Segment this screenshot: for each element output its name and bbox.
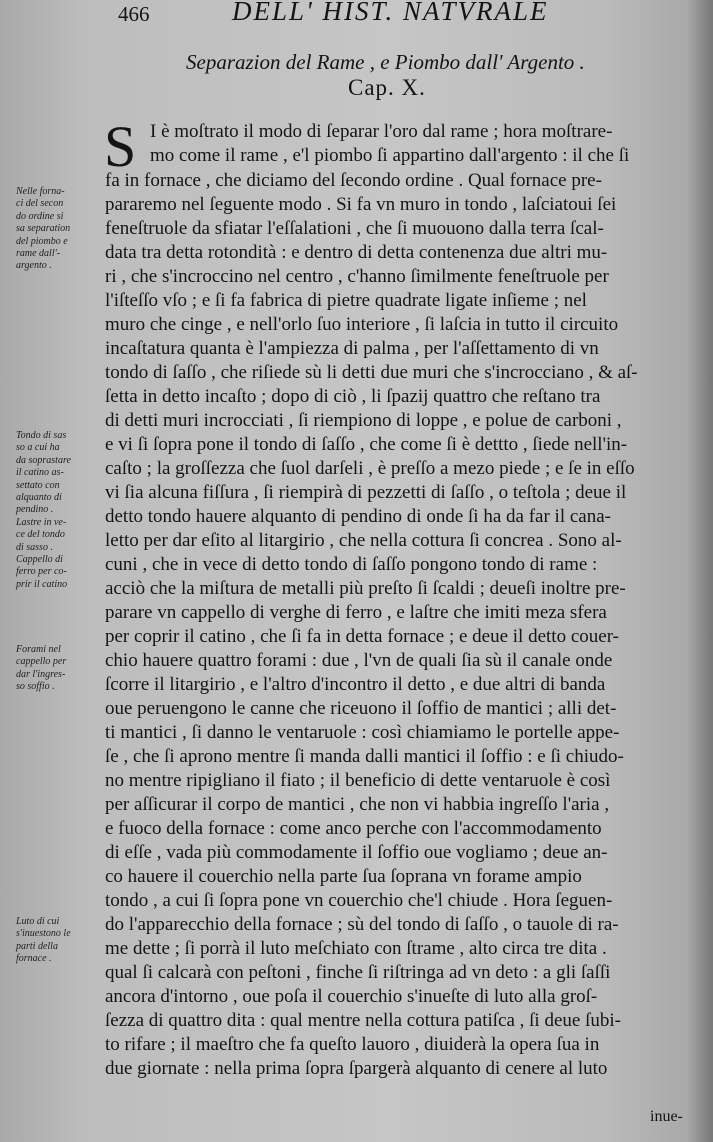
text-line: di detti muri incrocciati , ſi riempiono di loppe , e polue de carboni , xyxy=(105,410,622,431)
text-line: feneſtruole da sfiatar l'eſſalationi , che ſi muouono dalla terra ſcal- xyxy=(105,218,604,239)
text-line: ſetta in detto incaſto ; dopo di ciò , li ſpazij quattro che reſtano tra xyxy=(105,386,601,407)
text-line: acciò che la miſtura de metalli più preſto ſi ſcaldi ; deueſi inoltre pre- xyxy=(105,578,626,599)
text-line: detto tondo hauere alquanto di pendino di onde ſi ha da far il cana- xyxy=(105,506,611,527)
text-line: fa in fornace , che diciamo del ſecondo ordine . Qual fornace pre- xyxy=(105,170,602,191)
text-line: e fuoco della fornace : come anco perche con l'accommodamento xyxy=(105,818,602,839)
running-title: DELL' HIST. NATVRALE xyxy=(232,0,549,26)
text-line: ſezza di quattro dita : qual mentre nella cottura patiſca , ſi deue ſubi- xyxy=(105,1010,621,1031)
text-line: tondo , a cui ſi ſopra pone vn couerchio che'l chiude . Hora ſeguen- xyxy=(105,890,613,911)
text-line: ſe , che ſi aprono mentre ſi manda dalli mantici il ſoffio : e ſi chiudo- xyxy=(105,746,624,767)
text-line: di eſſe , vada più commodamente il ſoffio oue vogliamo ; deue an- xyxy=(105,842,608,863)
text-line: cuni , che in vece di detto tondo di ſaſſo pongono tondo di rame : xyxy=(105,554,598,575)
text-line: me dette ; ſi porrà il luto meſchiato con ſtrame , alto circa tre dita . xyxy=(105,938,607,959)
text-line: co hauere il couerchio nella parte ſua ſoprana vn forame ampio xyxy=(105,866,582,887)
text-line: oue peruengono le canne che riceuono il ſoffio de mantici ; alli det- xyxy=(105,698,617,719)
text-line: letto per dar eſito al litargirio , che nella cottura ſi concrea . Sono al- xyxy=(105,530,622,551)
drop-cap: S xyxy=(104,114,137,179)
text-line: pararemo nel ſeguente modo . Si fa vn muro in tondo , laſciatoui ſei xyxy=(105,194,617,215)
text-line: ſcorre il litargirio , e l'altro d'incontro il detto , e due altri di banda xyxy=(105,674,606,695)
text-line: qual ſi calcarà con peſtoni , finche ſi riſtringa ad vn deto : a gli ſaſſi xyxy=(105,962,611,983)
margin-note: Tondo di sas so a cui ha da soprastare il catino as- settato con alquanto di pendino . Lastre in ve- ce del tondo di sasso . Cappello di ferro per co- prir il catino xyxy=(16,430,71,590)
text-line: ri , che s'incroccino nel centro , c'hanno ſimilmente feneſtruole per xyxy=(105,266,609,287)
text-line: per aſſicurar il corpo de mantici , che non vi habbia ingreſſo l'aria , xyxy=(105,794,610,815)
text-line: due giornate : nella prima ſopra ſpargerà alquanto di cenere al luto xyxy=(105,1058,608,1079)
text-line: tondo di ſaſſo , che riſiede sù li detti due muri che s'incrocciano , & aſ- xyxy=(105,362,638,383)
text-line: caſto ; la groſſezza che ſuol darſeli , è preſſo a mezo piede ; e ſe in eſſo xyxy=(105,458,635,479)
chapter-title: Separazion del Rame , e Piombo dall' Argento . xyxy=(186,50,585,74)
text-line: to rifare ; il maeſtro che fa queſto lauoro , diuiderà la opera ſua in xyxy=(105,1034,600,1055)
text-line: l'iſteſſo vſo ; e ſi fa fabrica di pietre quadrate ligate inſieme ; nel xyxy=(105,290,587,311)
text-line: vi ſia alcuna fiſſura , ſi riempirà di pezzetti di ſaſſo , o teſtola ; deue il xyxy=(105,482,627,503)
text-line: ancora d'intorno , oue poſa il couerchio s'inueſte di luto alla groſ- xyxy=(105,986,598,1007)
text-line: parare vn cappello di verghe di ferro , e laſtre che imiti meza sfera xyxy=(105,602,607,623)
margin-note: Forami nel cappello per dar l'ingres- so soffio . xyxy=(16,644,67,693)
margin-note: Luto di cui s'inuestono le parti della fornace . xyxy=(16,916,71,965)
text-line: e vi ſi ſopra pone il tondo di ſaſſo , che come ſi è dettto , ſiede nell'in- xyxy=(105,434,628,455)
margin-notes xyxy=(0,0,100,1142)
text-line: do l'apparecchio della fornace ; sù del tondo di ſaſſo , o tauole di ra- xyxy=(105,914,619,935)
page-number: 466 xyxy=(118,2,150,26)
text-line: no mentre ripigliano il fiato ; il beneficio di dette ventaruole è così xyxy=(105,770,611,791)
chapter-number: Cap. X. xyxy=(348,75,426,100)
text-line: ti mantici , ſi danno le ventaruole : così chiamiamo le portelle appe- xyxy=(105,722,620,743)
text-line: muro che cinge , e nell'orlo ſuo interiore , ſi laſcia in tutto il circuito xyxy=(105,314,619,335)
text-line: data tra detta rotondità : e dentro di detta contenenza due altri mu- xyxy=(105,242,608,263)
text-line: incaſtatura quanta è l'ampiezza di palma , per l'aſſettamento di vn xyxy=(105,338,599,359)
text-line: mo come il rame , e'l piombo ſi appartino dall'argento : il che ſi xyxy=(150,145,630,166)
text-line: I è moſtrato il modo di ſeparar l'oro dal rame ; hora moſtrare- xyxy=(150,121,613,142)
text-line: chio hauere quattro forami : due , l'vn de quali ſia sù il canale onde xyxy=(105,650,613,671)
text-line: per coprir il catino , che ſi fa in detta fornace ; e deue il detto couer- xyxy=(105,626,619,647)
margin-note: Nelle forna- ci del secon do ordine si sa separation del piombo e rame dall'- argento . xyxy=(16,186,71,272)
catchword: inue- xyxy=(650,1108,683,1125)
